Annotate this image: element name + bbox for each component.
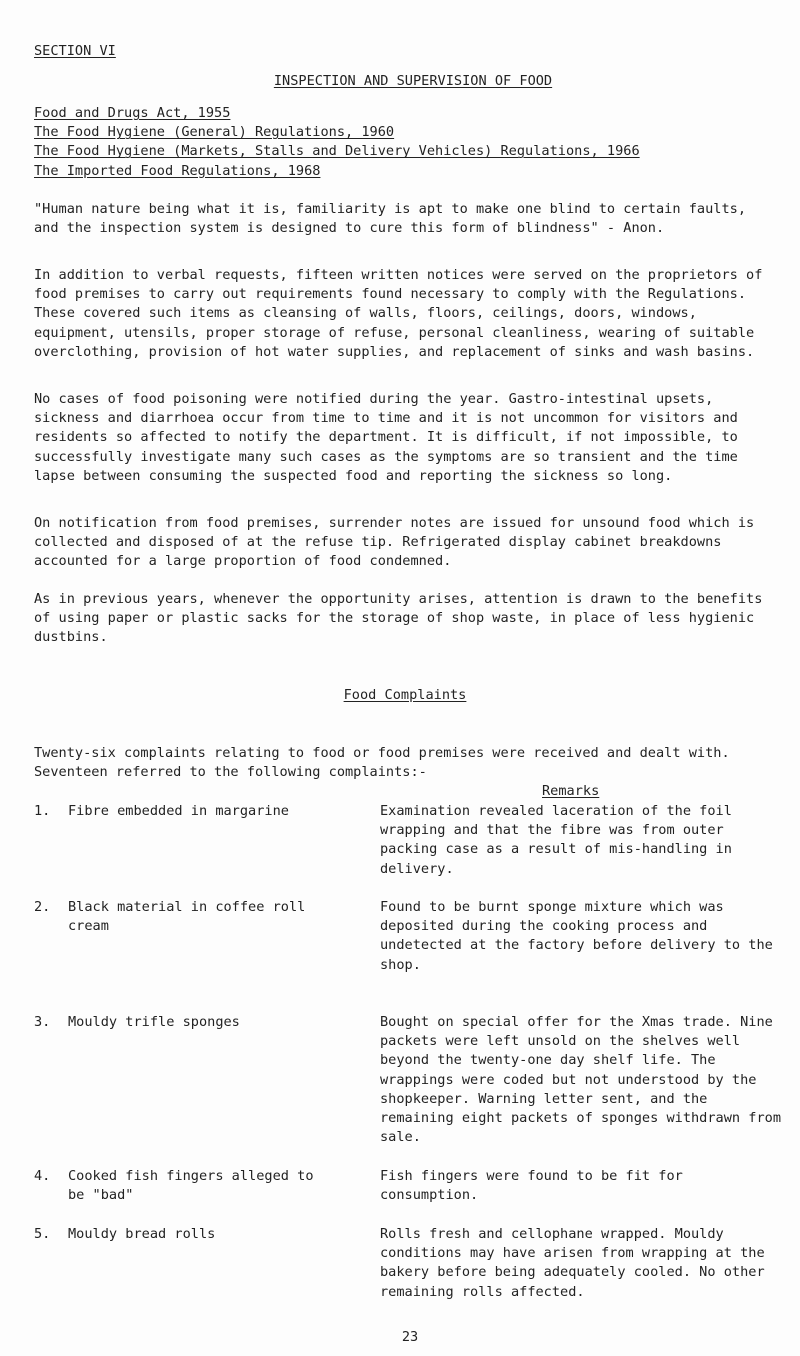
legislation-item: The Imported Food Regulations, 1968 [34, 162, 321, 179]
complaint-remark: Found to be burnt sponge mixture which was deposited during the cooking process and undetected at the factory before delivery to the shop. [380, 899, 773, 973]
complaint-remark: Fish fingers were found to be fit for consumption. [380, 1168, 683, 1204]
complaint-number: 5. [34, 1226, 51, 1242]
notices-paragraph: In addition to verbal requests, fifteen written notices were served on the proprietors of food premises to carry out requirements found necessary to comply with the Regulations. These covered such items as cleansing of walls, floors, ceilings, doors, windows, equipment, utensils, proper storage of refuse, personal cleanliness, wearing of suitable overclothing, provision of hot water supplies, and replacement of sinks and wash basins. [34, 267, 763, 360]
legislation-item: The Food Hygiene (Markets, Stalls and Delivery Vehicles) Regulations, 1966 [34, 143, 640, 160]
complaint-remark: Bought on special offer for the Xmas trade. Nine packets were left unsold on the shelves well beyond the twenty-one day shelf life. The wrappings were coded but not understood by the shopkeeper. Warning letter sent, and the remaining eight packets of sponges withdrawn from sale. [380, 1014, 782, 1146]
remarks-heading: Remarks [542, 783, 600, 799]
complaints-intro: Twenty-six complaints relating to food or food premises were received and dealt with. Seventeen referred to the following complaints:- [34, 745, 730, 781]
complaint-number: 1. [34, 803, 51, 819]
quote-paragraph: "Human nature being what it is, familiarity is apt to make one blind to certain faults, and the inspection system is designed to cure this form of blindness" - Anon. [34, 201, 747, 237]
waste-storage-paragraph: As in previous years, whenever the opportunity arises, attention is drawn to the benefits of using paper or plastic sacks for the storage of shop waste, in place of less hygienic dustbins. [34, 591, 763, 646]
surrender-notes-paragraph: On notification from food premises, surrender notes are issued for unsound food which is collected and disposed of at the refuse tip. Refrigerated display cabinet breakdowns accounted for a large proportion of food condemned. [34, 515, 755, 570]
food-poisoning-paragraph: No cases of food poisoning were notified during the year. Gastro-intestinal upsets, sickness and diarrhoea occur from time to time and it is not uncommon for visitors and residents so affected to notify the department. It is difficult, if not impossible, to successfully investigate many such cases as the symptoms are so transient and the time lapse between consuming the suspected food and reporting the sickness so long. [34, 391, 738, 484]
complaint-description: Mouldy trifle sponges [68, 1014, 240, 1030]
complaint-description: Black material in coffee roll cream [68, 899, 306, 935]
page-number: 23 [401, 1329, 419, 1345]
legislation-list [34, 104, 640, 181]
section-heading: SECTION VI [34, 43, 116, 59]
complaint-description: Cooked fish fingers alleged to be "bad" [68, 1168, 314, 1204]
legislation-item: Food and Drugs Act, 1955 [34, 105, 231, 121]
complaint-description: Fibre embedded in margarine [68, 803, 289, 819]
complaint-number: 2. [34, 899, 51, 915]
legislation-item: The Food Hygiene (General) Regulations, 1960 [34, 124, 395, 141]
complaint-remark: Examination revealed laceration of the foil wrapping and that the fibre was from outer packing case as a result of mis-handling in delivery. [380, 803, 732, 877]
food-complaints-heading: Food Complaints [343, 687, 467, 703]
complaint-description: Mouldy bread rolls [68, 1226, 216, 1242]
complaint-remark: Rolls fresh and cellophane wrapped. Mouldy conditions may have arisen from wrapping at the bakery before being adequately cooled. No other remaining rolls affected. [380, 1226, 765, 1300]
complaint-number: 4. [34, 1168, 51, 1184]
complaint-number: 3. [34, 1014, 51, 1030]
page-title: INSPECTION AND SUPERVISION OF FOOD [273, 73, 553, 89]
